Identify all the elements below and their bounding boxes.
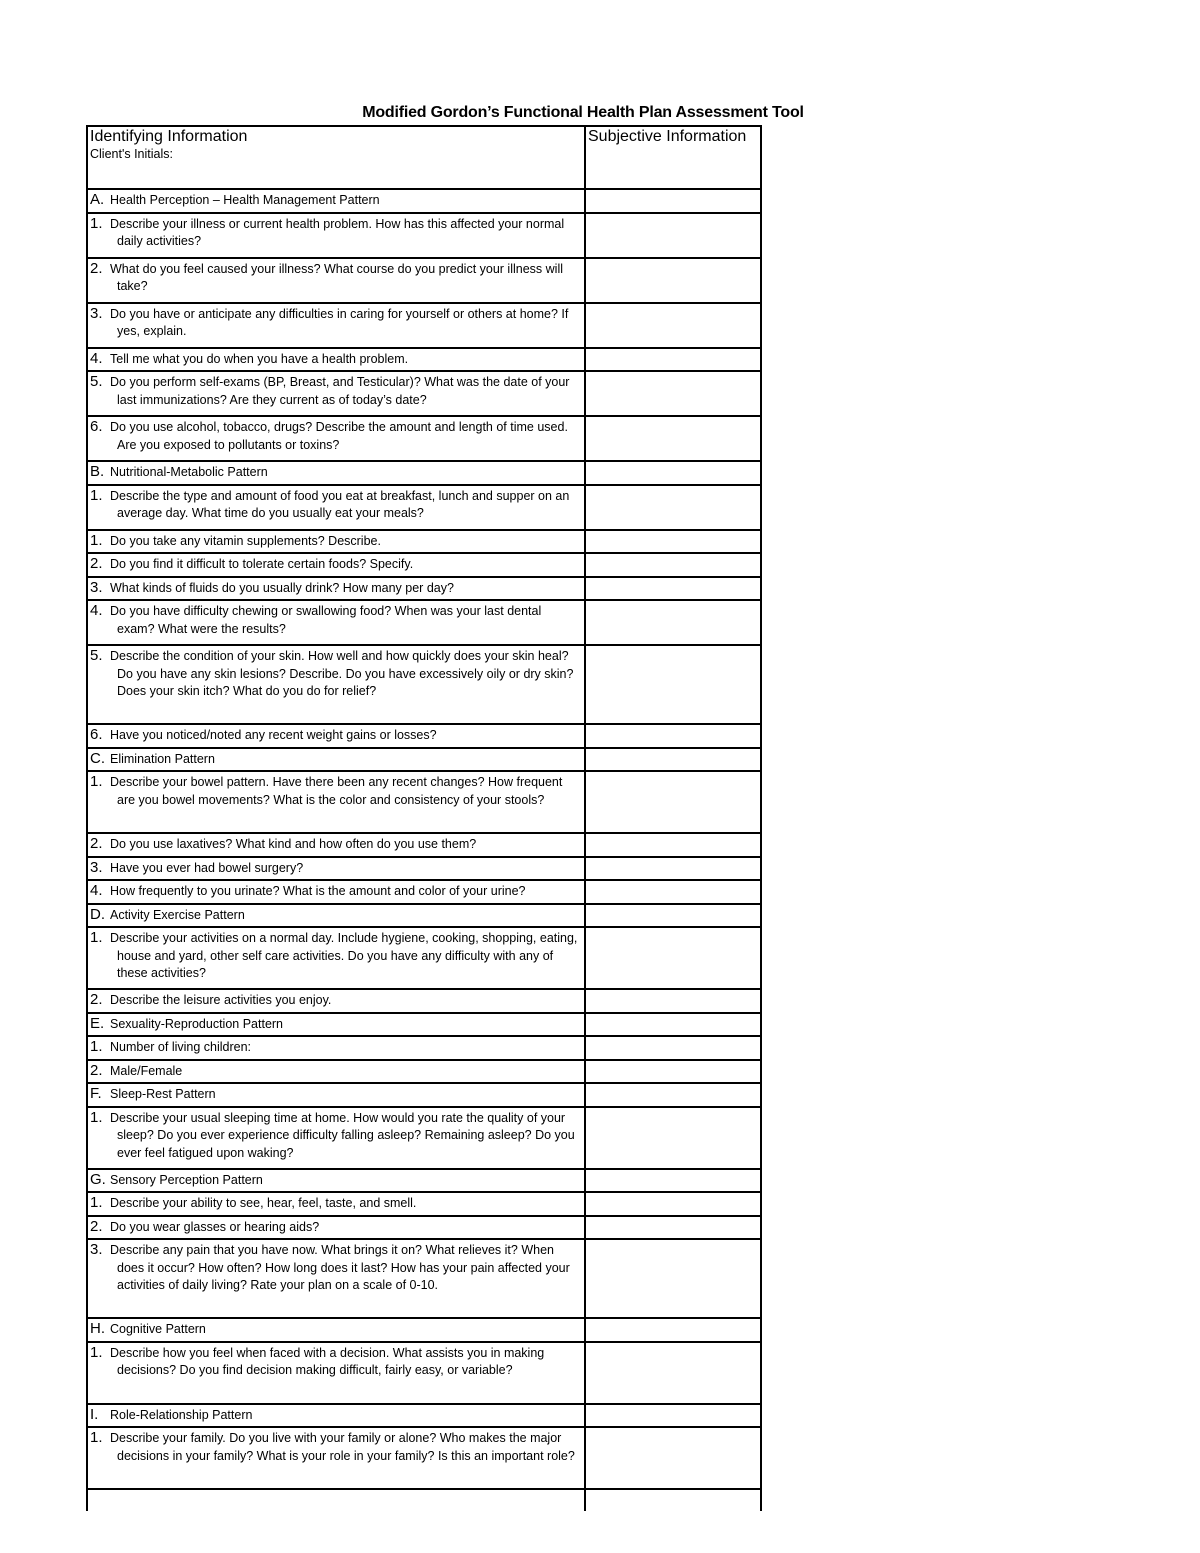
section-row xyxy=(87,1169,761,1193)
section-title: Sleep-Rest Pattern xyxy=(110,1087,216,1101)
subjective-answer-cell[interactable] xyxy=(585,213,761,258)
question-number: 3. xyxy=(90,304,103,322)
section-title: Sensory Perception Pattern xyxy=(110,1172,263,1187)
subjective-answer-cell[interactable] xyxy=(585,371,761,416)
subjective-info-label: Subjective Information xyxy=(588,128,747,145)
question-number: 2. xyxy=(90,991,103,1008)
question-cell xyxy=(87,485,585,530)
question-label: Do you use alcohol, tobacco, drugs? Describe the amount and length of time used. Are you exposed to pollutants or toxins? xyxy=(110,420,568,452)
page-title: Modified Gordon’s Functional Health Plan Assessment Tool xyxy=(362,104,804,121)
question-row xyxy=(87,530,761,554)
section-row xyxy=(87,1083,761,1107)
question-cell xyxy=(87,1239,585,1318)
section-row xyxy=(87,748,761,772)
question-cell xyxy=(87,724,585,748)
question-cell xyxy=(87,771,585,833)
question-label: Number of living children: xyxy=(110,1040,252,1054)
question-label: Do you wear glasses or hearing aids? xyxy=(110,1219,320,1234)
question-label: Describe your illness or current health problem. How has this affected your normal daily activities? xyxy=(110,216,565,248)
question-text xyxy=(90,1429,582,1465)
question-cell xyxy=(87,600,585,645)
section-letter: H. xyxy=(90,1320,105,1337)
question-text xyxy=(90,602,582,638)
question-text xyxy=(90,1062,582,1081)
question-number: 2. xyxy=(90,1061,103,1079)
question-cell xyxy=(87,927,585,989)
question-label: Describe any pain that you have now. What brings it on? What relieves it? When does it occur? How often? How long does it last? How has your pain affected your activities of daily living? Rate your plan on a scale of 0-10. xyxy=(110,1243,570,1292)
question-row xyxy=(87,1060,761,1084)
question-cell xyxy=(87,1036,585,1060)
question-text xyxy=(90,579,582,598)
form-body xyxy=(87,126,761,1511)
question-number: 1. xyxy=(90,1108,103,1126)
question-text xyxy=(90,835,582,854)
section-heading-cell xyxy=(87,1083,585,1107)
section-title: Activity Exercise Pattern xyxy=(110,907,245,922)
question-row xyxy=(87,989,761,1013)
subjective-answer-cell[interactable] xyxy=(585,771,761,833)
question-text xyxy=(90,305,582,341)
section-row xyxy=(87,189,761,213)
subjective-answer-cell[interactable] xyxy=(585,416,761,461)
question-number: 1. xyxy=(90,1343,103,1361)
question-row xyxy=(87,927,761,989)
question-text xyxy=(90,1218,582,1237)
question-row xyxy=(87,1216,761,1240)
question-number: 1. xyxy=(90,1194,103,1211)
question-label: Have you ever had bowel surgery? xyxy=(110,860,304,875)
question-number: 6. xyxy=(90,418,103,435)
question-cell xyxy=(87,880,585,904)
section-title: Sexuality-Reproduction Pattern xyxy=(110,1016,284,1031)
subjective-answer-cell[interactable] xyxy=(585,303,761,348)
subjective-answer-cell[interactable] xyxy=(585,1060,761,1084)
question-label: Have you noticed/noted any recent weight gains or losses? xyxy=(110,728,437,742)
header-row xyxy=(87,126,761,189)
section-title: Nutritional-Metabolic Pattern xyxy=(110,465,268,479)
question-row xyxy=(87,1427,761,1489)
question-number: 4. xyxy=(90,349,103,367)
question-number: 5. xyxy=(90,373,103,390)
question-row xyxy=(87,348,761,372)
question-text xyxy=(90,647,582,701)
section-row xyxy=(87,1318,761,1342)
question-row xyxy=(87,1107,761,1169)
subjective-answer-cell[interactable] xyxy=(585,577,761,601)
question-row xyxy=(87,857,761,881)
question-label: Tell me what you do when you have a health problem. xyxy=(110,351,409,366)
subjective-answer-cell[interactable] xyxy=(585,724,761,748)
subjective-answer-cell[interactable] xyxy=(585,1427,761,1489)
question-text xyxy=(90,726,582,745)
question-row xyxy=(87,600,761,645)
question-text xyxy=(90,1344,582,1380)
question-cell xyxy=(87,553,585,577)
section-letter: F. xyxy=(90,1085,102,1102)
question-cell xyxy=(87,1107,585,1169)
question-cell xyxy=(87,1216,585,1240)
subjective-answer-cell[interactable] xyxy=(585,880,761,904)
question-cell xyxy=(87,645,585,724)
question-cell xyxy=(87,213,585,258)
subjective-info-cell[interactable] xyxy=(585,126,761,189)
question-label: Describe the condition of your skin. How well and how quickly does your skin heal? Do you have any skin lesions? Describe. Do you have excessively oily or dry skin? Does your skin itch? What do you do for relief? xyxy=(110,649,574,698)
section-row xyxy=(87,1013,761,1037)
question-label: Describe the type and amount of food you eat at breakfast, lunch and supper on an average day. What time do you usually eat your meals? xyxy=(110,488,570,520)
question-row xyxy=(87,577,761,601)
section-row xyxy=(87,461,761,485)
section-letter: B. xyxy=(90,463,105,480)
subjective-answer-cell[interactable] xyxy=(585,1013,761,1037)
question-row xyxy=(87,416,761,461)
question-text xyxy=(90,555,582,574)
section-heading xyxy=(90,1170,263,1188)
question-text xyxy=(90,418,582,454)
section-heading-cell xyxy=(87,748,585,772)
subjective-answer-cell[interactable] xyxy=(585,1342,761,1404)
section-letter: C. xyxy=(90,749,105,767)
subjective-answer-cell[interactable] xyxy=(585,1083,761,1107)
question-row xyxy=(87,645,761,724)
question-row xyxy=(87,833,761,857)
question-row xyxy=(87,724,761,748)
question-text xyxy=(90,350,582,369)
question-number: 3. xyxy=(90,578,103,596)
question-text xyxy=(90,929,582,983)
subjective-answer-cell[interactable] xyxy=(585,485,761,530)
question-row xyxy=(87,553,761,577)
question-number: 4. xyxy=(90,882,103,899)
question-label: Describe your ability to see, hear, feel, taste, and smell. xyxy=(110,1196,417,1210)
question-text xyxy=(90,1194,582,1213)
question-cell xyxy=(87,577,585,601)
section-row xyxy=(87,1404,761,1428)
question-label: Do you have difficulty chewing or swallowing food? When was your last dental exam? What were the results? xyxy=(110,604,542,636)
assessment-form-table xyxy=(86,125,762,1511)
section-letter: G. xyxy=(90,1170,106,1188)
question-text xyxy=(90,1109,582,1163)
section-heading-cell xyxy=(87,1318,585,1342)
question-number: 1. xyxy=(90,1038,103,1055)
question-number: 1. xyxy=(90,214,103,232)
question-label: Describe your usual sleeping time at home. How would you rate the quality of your sleep? Do you ever experience difficulty falling asleep? Remaining asleep? Do you ever feel fatigued upon waking? xyxy=(110,1110,575,1160)
identifying-info-label: Identifying Information xyxy=(90,128,248,145)
subjective-answer-cell[interactable] xyxy=(585,989,761,1013)
question-cell xyxy=(87,1342,585,1404)
question-cell xyxy=(87,258,585,303)
question-label: What kinds of fluids do you usually drink? How many per day? xyxy=(110,580,454,595)
question-number: 3. xyxy=(90,1241,103,1258)
question-label: How frequently to you urinate? What is the amount and color of your urine? xyxy=(110,884,526,898)
question-number: 4. xyxy=(90,602,103,619)
section-letter: E. xyxy=(90,1014,105,1032)
question-row xyxy=(87,1036,761,1060)
question-cell xyxy=(87,833,585,857)
question-text xyxy=(90,260,582,296)
section-heading xyxy=(90,1087,216,1101)
empty-right-cell[interactable] xyxy=(585,1489,761,1511)
question-number: 1. xyxy=(90,929,103,946)
question-label: Do you take any vitamin supplements? Describe. xyxy=(110,533,381,548)
trailing-empty-row xyxy=(87,1489,761,1511)
subjective-answer-cell[interactable] xyxy=(585,258,761,303)
question-label: Do you perform self-exams (BP, Breast, and Testicular)? What was the date of your last immunizations? Are they current as of today’s date? xyxy=(110,375,570,407)
question-label: Do you have or anticipate any difficulties in caring for yourself or others at home? If yes, explain. xyxy=(110,306,569,338)
subjective-answer-cell[interactable] xyxy=(585,1404,761,1428)
question-text xyxy=(90,859,582,878)
question-number: 2. xyxy=(90,555,103,572)
question-label: Describe how you feel when faced with a decision. What assists you in making decisions? Do you find decision making difficult, fairly easy, or variable? xyxy=(110,1345,545,1377)
question-label: Male/Female xyxy=(110,1063,183,1078)
section-title: Elimination Pattern xyxy=(110,751,215,766)
subjective-answer-cell[interactable] xyxy=(585,1216,761,1240)
question-label: Describe your family. Do you live with your family or alone? Who makes the major decisions in your family? What is your role in your family? Is this an important role? xyxy=(110,1431,575,1463)
question-label: Do you find it difficult to tolerate certain foods? Specify. xyxy=(110,557,414,571)
subjective-answer-cell[interactable] xyxy=(585,1318,761,1342)
question-cell xyxy=(87,530,585,554)
question-row xyxy=(87,1342,761,1404)
section-heading xyxy=(90,749,215,767)
question-cell xyxy=(87,1192,585,1216)
question-number: 2. xyxy=(90,259,103,277)
question-cell xyxy=(87,1060,585,1084)
question-number: 2. xyxy=(90,1217,103,1235)
question-text xyxy=(90,532,582,551)
question-label: Describe the leisure activities you enjoy. xyxy=(110,993,332,1007)
question-row xyxy=(87,213,761,258)
subjective-answer-cell[interactable] xyxy=(585,748,761,772)
question-row xyxy=(87,303,761,348)
question-text xyxy=(90,487,582,523)
section-heading xyxy=(90,193,380,207)
section-title: Cognitive Pattern xyxy=(110,1322,206,1336)
subjective-answer-cell[interactable] xyxy=(585,833,761,857)
question-number: 1. xyxy=(90,531,103,549)
subjective-answer-cell[interactable] xyxy=(585,927,761,989)
subjective-answer-cell[interactable] xyxy=(585,1169,761,1193)
subjective-answer-cell[interactable] xyxy=(585,530,761,554)
question-number: 3. xyxy=(90,858,103,876)
section-heading-cell xyxy=(87,1169,585,1193)
section-heading xyxy=(90,1014,284,1032)
subjective-answer-cell[interactable] xyxy=(585,1239,761,1318)
subjective-answer-cell[interactable] xyxy=(585,461,761,485)
question-row xyxy=(87,1192,761,1216)
question-text xyxy=(90,373,582,409)
subjective-answer-cell[interactable] xyxy=(585,857,761,881)
question-cell xyxy=(87,416,585,461)
question-cell xyxy=(87,1427,585,1489)
question-row xyxy=(87,1239,761,1318)
section-title: Health Perception – Health Management Pattern xyxy=(110,193,380,207)
subjective-answer-cell[interactable] xyxy=(585,1107,761,1169)
question-number: 2. xyxy=(90,835,103,852)
subjective-answer-cell[interactable] xyxy=(585,904,761,928)
subjective-answer-cell[interactable] xyxy=(585,1036,761,1060)
question-label: Do you use laxatives? What kind and how often do you use them? xyxy=(110,837,477,851)
question-cell xyxy=(87,371,585,416)
question-number: 1. xyxy=(90,1429,103,1446)
section-heading-cell xyxy=(87,1404,585,1428)
question-row xyxy=(87,258,761,303)
question-cell xyxy=(87,857,585,881)
subjective-answer-cell[interactable] xyxy=(585,348,761,372)
identifying-info-cell xyxy=(87,126,585,189)
subjective-answer-cell[interactable] xyxy=(585,600,761,645)
section-heading xyxy=(90,905,245,923)
client-initials-label: Client's Initials: xyxy=(90,147,173,161)
section-heading xyxy=(90,1322,206,1336)
question-number: 1. xyxy=(90,486,103,504)
question-text xyxy=(90,882,582,901)
question-row xyxy=(87,771,761,833)
question-text xyxy=(90,1241,582,1295)
question-row xyxy=(87,371,761,416)
question-text xyxy=(90,1038,582,1057)
empty-left-cell xyxy=(87,1489,585,1511)
question-number: 5. xyxy=(90,647,103,664)
question-label: What do you feel caused your illness? What course do you predict your illness will take? xyxy=(110,261,563,293)
question-number: 6. xyxy=(90,726,103,743)
section-letter: D. xyxy=(90,905,105,923)
question-row xyxy=(87,880,761,904)
subjective-answer-cell[interactable] xyxy=(585,1192,761,1216)
question-label: Describe your activities on a normal day. Include hygiene, cooking, shopping, eating, house and yard, other self care activities. Do you have any difficulty with any of these activities? xyxy=(110,931,578,980)
section-title: Role-Relationship Pattern xyxy=(110,1407,253,1422)
question-number: 1. xyxy=(90,773,103,790)
section-heading xyxy=(90,1405,253,1423)
question-text xyxy=(90,773,582,809)
section-heading-cell xyxy=(87,1013,585,1037)
question-cell xyxy=(87,303,585,348)
section-letter: A. xyxy=(90,191,105,208)
subjective-answer-cell[interactable] xyxy=(585,189,761,213)
question-text xyxy=(90,991,582,1010)
question-text xyxy=(90,215,582,251)
subjective-answer-cell[interactable] xyxy=(585,553,761,577)
section-letter: I. xyxy=(90,1405,99,1423)
question-cell xyxy=(87,348,585,372)
section-heading-cell xyxy=(87,189,585,213)
section-heading xyxy=(90,465,268,479)
section-row xyxy=(87,904,761,928)
subjective-answer-cell[interactable] xyxy=(585,645,761,724)
question-cell xyxy=(87,989,585,1013)
question-label: Describe your bowel pattern. Have there been any recent changes? How frequent are you bowel movements? What is the color and consistency of your stools? xyxy=(110,775,563,807)
question-row xyxy=(87,485,761,530)
section-heading-cell xyxy=(87,904,585,928)
section-heading-cell xyxy=(87,461,585,485)
